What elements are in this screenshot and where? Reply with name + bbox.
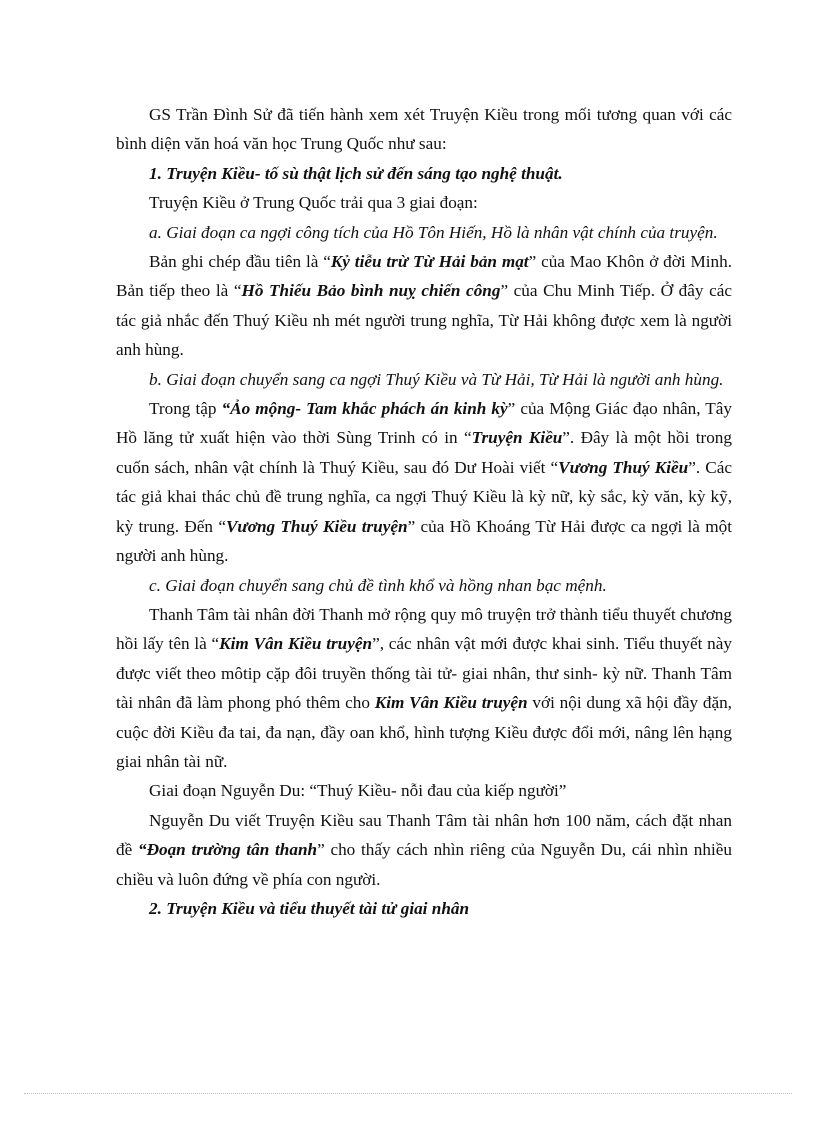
text-run: ”. Đây là một hồi trong cuốn sách, nhân vật chính là Thuý Kiều, sau đó Dư Hoài viết “ [116, 428, 732, 477]
page-bottom-rule [24, 1093, 792, 1094]
work-title: Kim Vân Kiều truyện [374, 693, 528, 713]
body-paragraph [116, 806, 732, 894]
stage-heading [116, 571, 732, 600]
work-title: Hồ Thiếu Bảo bình nuỵ chiến công [241, 281, 501, 301]
text-run: b. Giai đoạn chuyển sang ca ngợi Thuý Kiều và Từ Hải, Từ Hải là người anh hùng. [149, 369, 724, 389]
text-run: ”, các nhân vật mới được khai sinh. Tiểu thuyết này được viết theo môtip cặp đôi truyền thống tài tử- giai nhân, thư sinh- kỳ nữ. Thanh Tâm tài nhân đã làm phong phó thêm cho [116, 634, 732, 713]
body-paragraph [116, 247, 732, 365]
text-run: Bản ghi chép đầu tiên là “ [149, 252, 331, 272]
body-paragraph [116, 394, 732, 570]
section-heading [116, 894, 732, 923]
text-run: ” của Chu Minh Tiếp. Ở đây các tác giả nhắc đến Thuý Kiều nh mét người trung nghĩa, Từ Hải không được xem là người anh hùng. [116, 281, 732, 360]
body-paragraph [116, 100, 732, 159]
section-heading [116, 159, 732, 188]
work-title: Kim Vân Kiều truyện [219, 634, 373, 654]
document-body [116, 100, 732, 923]
text-run: ” của Mao Khôn ở đời Minh. Bản tiếp theo là “ [116, 252, 732, 301]
work-title: Vương Thuý Kiều [558, 457, 689, 477]
text-run: Truyện Kiều ở Trung Quốc trải qua 3 giai đoạn: [149, 193, 478, 213]
text-run: ” của Hồ Khoáng Từ Hải được ca ngợi là một người anh hùng. [116, 516, 732, 566]
body-paragraph [116, 776, 732, 805]
text-run: 2. Truyện Kiều và tiểu thuyết tài tử giai nhân [149, 898, 470, 918]
body-paragraph [116, 600, 732, 776]
text-run: với nội dung xã hội đầy đặn, cuộc đời Kiều đa tai, đa nạn, đầy oan khổ, hình tượng Kiều được đổi mới, nâng lên hạng giai nhân tài nữ. [116, 693, 732, 771]
text-run: 1. Truyện Kiều- tố sù thật lịch sử đến sáng tạo nghệ thuật. [149, 163, 563, 183]
text-run: Trong tập [149, 399, 222, 419]
text-run: Thanh Tâm tài nhân đời Thanh mở rộng quy mô truyện trở thành tiểu thuyết chương hồi lấy tên là “ [116, 604, 732, 654]
text-run: GS Trần Đình Sử đã tiến hành xem xét Truyện Kiều trong mối tương quan với các bình diện văn hoá văn học Trung Quốc như sau: [116, 105, 732, 154]
text-run: Giai đoạn Nguyễn Du: “Thuý Kiều- nỗi đau của kiếp người” [149, 781, 567, 801]
text-run: Nguyễn Du viết Truyện Kiều sau Thanh Tâm tài nhân hơn 100 năm, cách đặt nhan đề [116, 810, 732, 860]
work-title: Vương Thuý Kiều truyện [225, 516, 408, 536]
stage-heading [116, 365, 732, 394]
stage-heading [116, 218, 732, 247]
body-paragraph [116, 188, 732, 217]
text-run: a. Giai đoạn ca ngợi công tích của Hồ Tôn Hiến, Hồ là nhân vật chính của truyện. [149, 222, 718, 242]
work-title: “Đoạn trường tân thanh [137, 840, 318, 860]
work-title: Kỷ tiễu trừ Từ Hải bản mạt [330, 252, 529, 272]
text-run: ” của Mộng Giác đạo nhân, Tây Hồ lăng tử xuất hiện vào thời Sùng Trinh có in “ [116, 399, 732, 448]
work-title: Truyện Kiều [471, 428, 563, 448]
text-run: ” cho thấy cách nhìn riêng của Nguyễn Du, cái nhìn nhiều chiều và luôn đứng về phía con người. [116, 840, 732, 889]
text-run: ”. Các tác giả khai thác chủ đề trung nghĩa, ca ngợi Thuý Kiều là kỳ nữ, kỳ sắc, kỳ văn, kỳ kỹ, kỳ trung. Đến “ [116, 457, 733, 536]
work-title: “Ảo mộng- Tam khắc phách án kinh kỳ [221, 399, 508, 419]
text-run: c. Giai đoạn chuyển sang chủ đề tình khổ và hồng nhan bạc mệnh. [149, 575, 607, 595]
